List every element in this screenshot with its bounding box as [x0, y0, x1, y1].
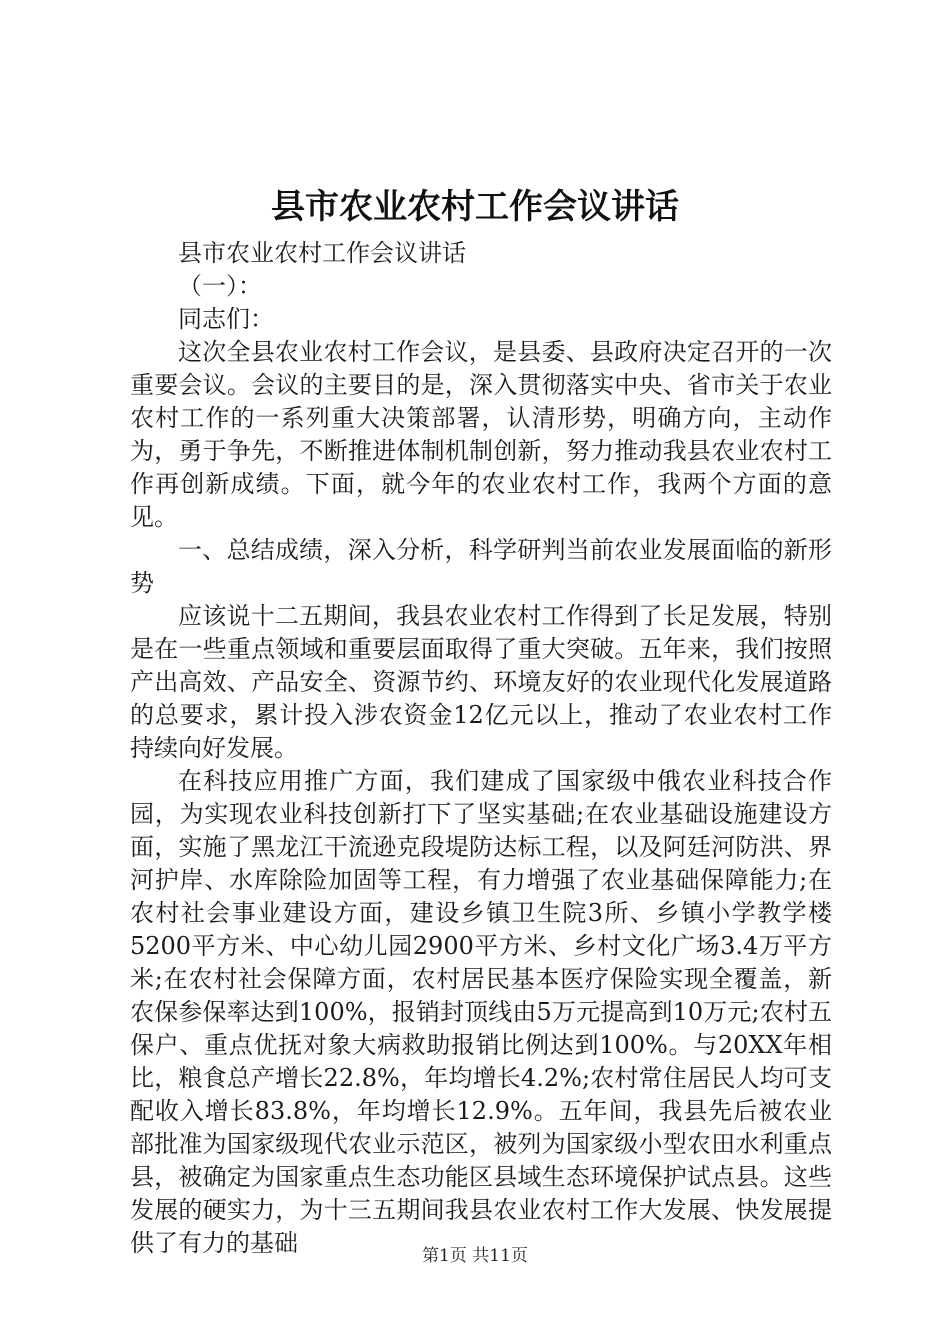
document-title: 县市农业农村工作会议讲话	[271, 187, 679, 227]
subtitle-line: 县市农业农村工作会议讲话	[178, 239, 466, 267]
section-heading-1: 一、总结成绩，深入分析，科学研判当前农业发展面临的新形势	[130, 536, 832, 597]
paragraph-details: 在科技应用推广方面，我们建成了国家级中俄农业科技合作园，为实现农业科技创新打下了坚实基础;在农业基础设施建设方面，实施了黑龙江干流逊克段堤防达标工程，以及阿廷河防洪、界河护岸、水库除险加固等工程，有力增强了农业基础保障能力;在农村社会事业建设方面，建设乡镇卫生院3所、乡镇小学教学楼5200平方米、中心幼儿园2900平方米、乡村文化广场3.4万平方米;在农村社会保障方面，农村居民基本医疗保险实现全覆盖，新农保参保率达到100%，报销封顶线由5万元提高到10万元;农村五保户、重点优抚对象大病救助报销比例达到100%。与20XX年相比，粮食总产增长22.8%，年均增长4.2%;农村常住居民人均可支配收入增长83.8%，年均增长12.9%。五年间，我县先后被农业部批准为国家级现代农业示范区，被列为国家级小型农田水利重点县，被确定为国家重点生态功能区县域生态环境保护试点县。这些发展的硬实力，为十三五期间我县农业农村工作大发展、快发展提供了有力的基础	[130, 767, 832, 1257]
paragraph-achievements: 应该说十二五期间，我县农业农村工作得到了长足发展，特别是在一些重点领域和重要层面取得了重大突破。五年来，我们按照产出高效、产品安全、资源节约、环境友好的农业现代化发展道路的总要求，累计投入涉农资金12亿元以上，推动了农业农村工作持续向好发展。	[130, 602, 832, 762]
document-body	[130, 237, 832, 1260]
section-number: （一）：	[178, 272, 262, 300]
page-footer: 第1页 共11页	[422, 1246, 528, 1266]
paragraph-intro: 这次全县农业农村工作会议，是县委、县政府决定召开的一次重要会议。会议的主要目的是，深入贯彻落实中央、省市关于农业农村工作的一系列重大决策部署，认清形势，明确方向，主动作为，勇于争先，不断推进体制机制创新，努力推动我县农业农村工作再创新成绩。下面，就今年的农业农村工作，我两个方面的意见。	[130, 338, 832, 531]
salutation: 同志们：	[178, 305, 274, 333]
